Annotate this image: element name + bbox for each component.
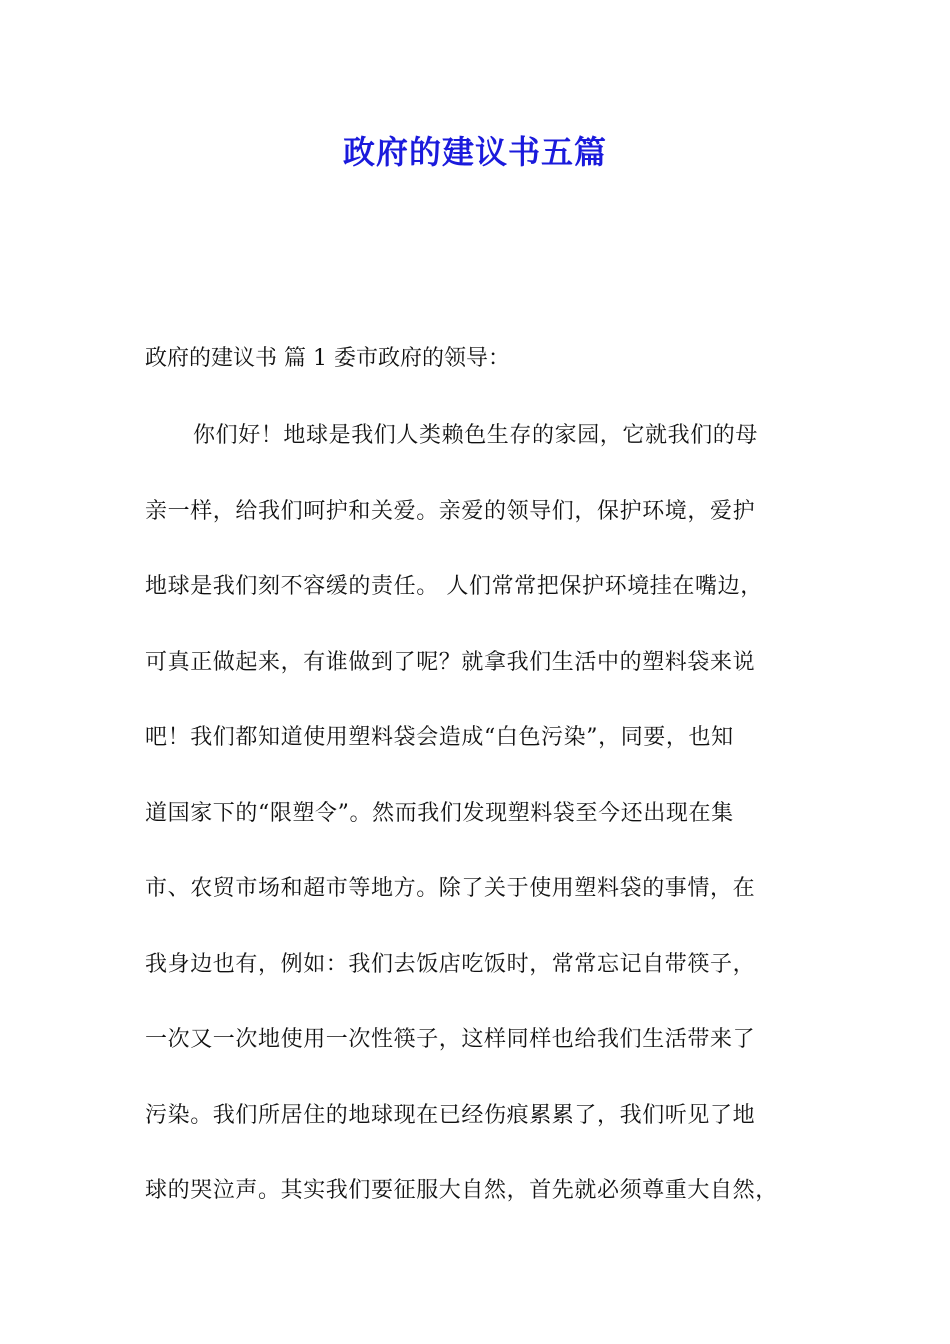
- body-line: 我身边也有，例如：我们去饭店吃饭时，常常忘记自带筷子，: [145, 951, 756, 977]
- body-line: 市、农贸市场和超市等地方。除了关于使用塑料袋的事情，在: [145, 876, 756, 901]
- body-line: 污染。我们所居住的地球现在已经伤痕累累了，我们听见了地: [145, 1102, 756, 1128]
- body-text: [145, 416, 835, 1247]
- body-line: 吧！我们都知道使用塑料袋会造成“白色污染”，同要，也知: [145, 725, 734, 750]
- body-line: 球的哭泣声。其实我们要征服大自然，首先就必须尊重大自然，: [145, 1178, 778, 1203]
- section-heading: 政府的建议书 篇 1 委市政府的领导：: [145, 346, 510, 371]
- body-line: 道国家下的“限塑令”。然而我们发现塑料袋至今还出现在集: [145, 800, 734, 826]
- body-line: 地球是我们刻不容缓的责任。 人们常常把保护环境挂在嘴边，: [145, 574, 763, 599]
- body-line: 可真正做起来，有谁做到了呢？就拿我们生活中的塑料袋来说: [145, 649, 756, 675]
- document-title: 政府的建议书五篇: [342, 133, 607, 171]
- body-line: 亲一样，给我们呵护和关爱。亲爱的领导们，保护环境，爱护: [145, 498, 756, 524]
- body-line: 你们好！地球是我们人类赖色生存的家园，它就我们的母: [193, 423, 759, 448]
- body-line: 一次又一次地使用一次性筷子，这样同样也给我们生活带来了: [145, 1027, 756, 1052]
